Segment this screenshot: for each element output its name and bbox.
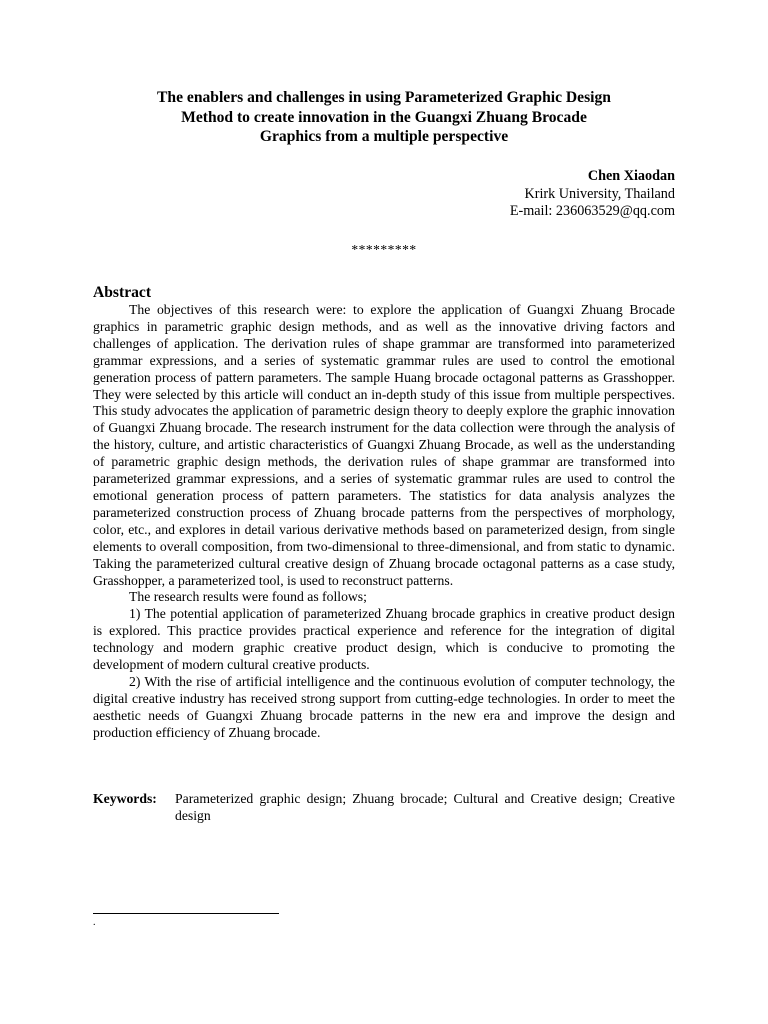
title-line-2: Method to create innovation in the Guangxi Zhuang Brocade bbox=[181, 108, 587, 126]
title-line-1: The enablers and challenges in using Parameterized Graphic Design bbox=[157, 89, 611, 106]
title-line-3: Graphics from a multiple perspective bbox=[259, 128, 509, 145]
keywords-text: Parameterized graphic design; Zhuang brocade; Cultural and Creative design; Creative design bbox=[175, 791, 675, 823]
keywords-block bbox=[93, 790, 675, 824]
author-email: E-mail: 236063529@qq.com bbox=[509, 203, 675, 219]
paper-title bbox=[93, 88, 675, 147]
author-block bbox=[510, 168, 675, 221]
abstract-paragraph: 2) With the rise of artificial intelligence and the continuous evolution of computer technology, the digital creative industry has received strong support from cutting-edge technologies. In order to meet the aesthetic needs of Guangxi Zhuang brocade patterns in the new era and improve the design and production efficiency of Zhuang brocade. bbox=[93, 673, 675, 740]
abstract-paragraph: The research results were found as follows; bbox=[129, 589, 367, 605]
keywords-label: Keywords: bbox=[93, 791, 157, 806]
abstract-paragraph: The objectives of this research were: to explore the application of Guangxi Zhuang Brocade graphics in parametric graphic design methods, and as well as the innovative driving factors and challenges of application. The derivation rules of shape grammar are transformed into parameterized grammar expressions, and a series of systematic grammar rules are used to control the emotional generation process of pattern parameters. The sample Huang brocade octagonal patterns as Grasshopper. They were selected by this article will conduct an in-depth study of this issue from multiple perspectives. This study advocates the application of parametric design theory to deeply explore the graphic innovation of Guangxi Zhuang brocade. The research instrument for the data collection were through the analysis of the history, culture, and artistic characteristics of Guangxi Zhuang Brocade, as well as the understanding of parametric graphic design methods, the derivation rules of shape grammar are transformed into parameterized grammar expressions, and a series of systematic grammar rules are used to control the emotional generation process of pattern parameters. The statistics for data analysis analyzes the parameterized construction process of Zhuang brocade patterns from the perspectives of morphology, color, etc., and explores in detail various derivative methods based on parameterized design, from single elements to overall composition, from two-dimensional to three-dimensional, and from static to dynamic. Taking the parameterized cultural creative design of Zhuang brocade octagonal patterns as a case study, Grasshopper, a parameterized tool, is used to reconstruct patterns. bbox=[93, 302, 675, 588]
footnote-mark: . bbox=[93, 917, 96, 928]
abstract-paragraph: 1) The potential application of parameterized Zhuang brocade graphics in creative product design is explored. This practice provides practical experience and reference for the integration of digital technology and modern graphic creative product design, which is conducive to promoting the development of modern cultural creative products. bbox=[93, 606, 675, 673]
footnote-divider bbox=[93, 913, 279, 914]
author-affiliation: Krirk University, Thailand bbox=[524, 185, 675, 202]
abstract-heading: Abstract bbox=[93, 284, 152, 301]
section-separator: ********* bbox=[351, 242, 417, 257]
abstract-body bbox=[93, 302, 675, 742]
author-name: Chen Xiaodan bbox=[587, 168, 675, 184]
